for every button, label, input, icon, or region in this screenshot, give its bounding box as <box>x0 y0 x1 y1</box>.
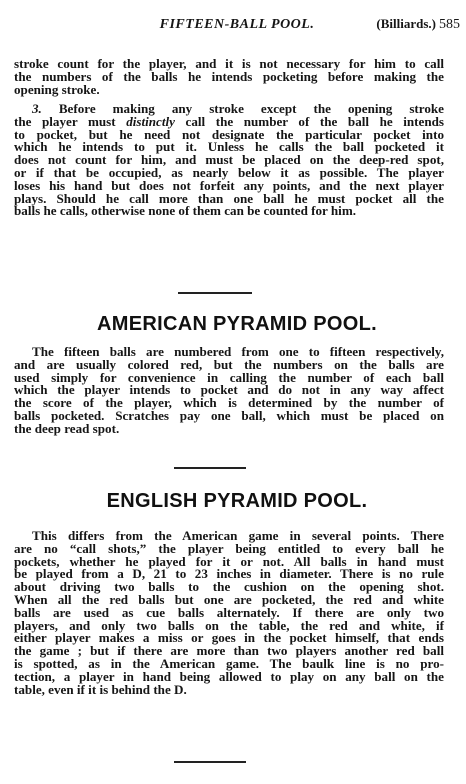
text-line: loses his hand but does not forfeit any points, and the next player <box>14 177 444 193</box>
section-label: (Billiards.) <box>376 16 436 31</box>
text-line: When all the red balls but one are pocketed, the red and white <box>14 591 444 607</box>
text-line: the score of the player, which is determined by the number of <box>14 395 444 411</box>
text-line: are no “call shots,” the player being entitled to every ball he <box>14 540 444 556</box>
text-line: tection, a player in hand being allowed to play on any ball on the <box>14 668 444 684</box>
text-line: either player makes a miss or goes in the pocket himself, that ends <box>14 630 444 646</box>
text-line: which the player intends to pocket and do not in any way affect <box>14 382 444 398</box>
section-divider <box>174 467 246 469</box>
text-line: players, and only two balls on the table, the red and white, if <box>14 617 444 633</box>
text-line: the deep read spot. <box>14 420 120 436</box>
rule-3-paragraph <box>14 103 444 218</box>
text-line: to pocket, but he need not designate the particular pocket into <box>14 126 444 142</box>
text-line: table, even if it is behind the D. <box>14 681 187 697</box>
text-line: the game ; but if there are more than two players another red ball <box>14 643 444 659</box>
rule-number: 3. <box>32 101 42 116</box>
text-fragment: the player must <box>14 113 127 129</box>
text-line: The fifteen balls are numbered from one to fifteen respectively, <box>32 344 444 359</box>
text-line: used simply for convenience in calling the number of each ball <box>14 369 444 385</box>
text-line: balls pocketed. Scratches pay one ball, which must be placed on <box>14 407 444 423</box>
text-line: or if that be occupied, as nearly below it as possible. The player <box>14 164 444 180</box>
text-fragment: Before making any stroke except the opening stroke <box>41 101 444 116</box>
text-line: This differs from the American game in several points. There <box>32 528 444 543</box>
text-line: plays. Should he call more than one ball he must pocket all the <box>14 190 444 206</box>
text-line: be played from a D, 21 to 23 inches in diameter. There is no rule <box>14 566 444 582</box>
section-divider <box>178 292 252 294</box>
continuation-paragraph <box>14 58 444 96</box>
text-line: which he intends to put it. Unless he calls the ball pocketed it <box>14 139 444 155</box>
american-heading: AMERICAN PYRAMID POOL. <box>97 313 377 335</box>
text-line: and are usually colored red, but the numbers on the balls are <box>14 356 444 372</box>
english-paragraph <box>14 530 444 696</box>
american-paragraph <box>14 346 444 436</box>
text-line: opening stroke. <box>14 81 100 97</box>
text-fragment: call the number of the ball he intends <box>174 113 444 129</box>
emphasis-word: distinctly <box>126 113 175 129</box>
running-head <box>14 14 460 38</box>
text-line: is spotted, as in the American game. The baulk line is no pro- <box>14 655 444 671</box>
text-line: balls are used as cue balls alternately. If there are only two <box>14 604 444 620</box>
running-head-right <box>376 16 460 33</box>
section-divider <box>174 761 246 763</box>
text-line: about driving two balls to the cushion on the opening shot. <box>14 579 444 595</box>
page-number: 585 <box>439 17 460 32</box>
text-line: does not count for him, and must be placed on the deep-red spot, <box>14 152 444 168</box>
text-line: stroke count for the player, and it is not necessary for him to call <box>14 56 444 71</box>
running-head-title: FIFTEEN-BALL POOL. <box>159 17 315 32</box>
text-line: the numbers of the balls he intends pocketing before making the <box>14 68 444 84</box>
text-line: pockets, whether he played for it or not. All balls in hand must <box>14 553 444 569</box>
english-heading: ENGLISH PYRAMID POOL. <box>106 490 368 512</box>
text-line: balls he calls, otherwise none of them can be counted for him. <box>14 203 357 219</box>
